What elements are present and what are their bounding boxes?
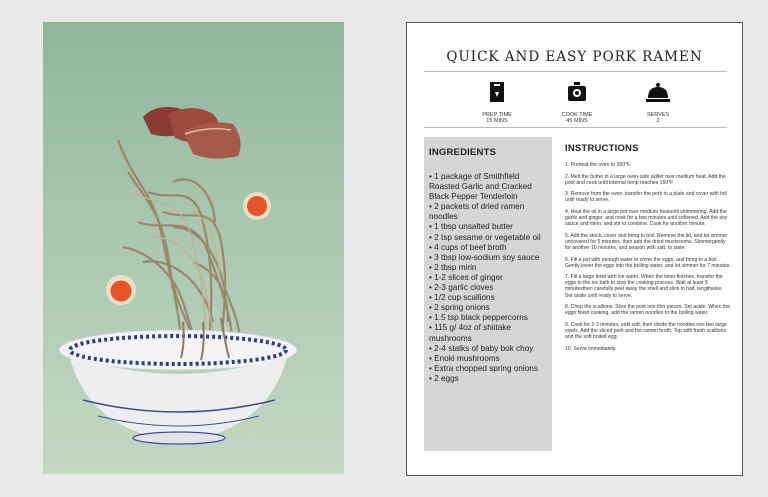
ingredient-item: • Enoki mushrooms <box>429 353 500 363</box>
ingredient-item: • 2 spring onions <box>429 303 490 313</box>
ingredients-list <box>429 172 547 384</box>
cook-time <box>547 81 607 124</box>
ingredient-item: • 2 eggs <box>429 373 459 383</box>
instruction-step: 8. Chop the scallions. Slice the pork into thin pieces. Set aside. When the eggs finish cooking, add the ramen noodles to the boiling water. <box>565 304 731 317</box>
ramen-bowl-image <box>43 22 344 474</box>
ingredient-item: • 1/2 cup scallions <box>429 293 495 303</box>
instruction-step: 7. Fill a large bowl with ice water. When the timer finishes, transfer the eggs to the ice bath to stop the cooking process. Wait at least 5 minutesthen carefully peel away the shell and slice in half, lengthwise. Set aside until ready to serve. <box>565 274 723 299</box>
instruction-step: 5. Add the stock, cover and bring to boil. Remove the lid, and let simmer uncovered for 5 minutes, then add the dried mushrooms. Simmergently for another 10 minutes, and season with salt, to taste. <box>565 232 728 251</box>
instruction-step: 2. Melt the butter in a large oven-safe skillet over medium heat. Add the pork and cook until internal temp reaches 160°F <box>565 173 726 186</box>
ingredient-item: • 1-2 slices of ginger <box>429 272 503 282</box>
ingredients-heading: INGREDIENTS <box>429 147 497 158</box>
pork-slices <box>143 107 241 159</box>
recipe-card <box>406 22 743 476</box>
ingredient-item: • 1 package of Smithfield Roasted Garlic and Cracked Black Pepper Tenderloin <box>429 172 532 202</box>
ingredient-item: • 1 tbsp unsalted butter <box>429 222 513 232</box>
instructions-list <box>565 162 731 352</box>
instruction-step: 10. Serve immediately. <box>565 345 617 352</box>
recipe-title: QUICK AND EASY PORK RAMEN <box>446 49 703 65</box>
timer-icon <box>488 81 506 103</box>
pot-icon <box>565 81 589 103</box>
ingredient-item: • 2-3 garlic cloves <box>429 283 494 293</box>
instruction-step: 6. Fill a pot with enough water to cover the eggs, and bring to a boil. Gently lower the eggs into the boiling water, and let simmer for 7 minutes. <box>565 256 731 269</box>
ingredient-item: • 3 tbsp low-sodium soy sauce <box>429 252 540 262</box>
prep-time <box>467 81 527 124</box>
ingredient-item: • 4 cups of beef broth <box>429 242 507 252</box>
ramen-illustration <box>43 22 344 474</box>
ingredient-item: • 115 g/ 4oz of shiitake mushrooms <box>429 323 511 343</box>
ingredient-item: • 2 packets of dried ramen noodles <box>429 202 525 222</box>
title-divider <box>424 71 727 72</box>
cook-time-value: 45 MINS <box>566 118 588 124</box>
instructions-panel <box>565 143 731 357</box>
instruction-step: 1. Preheat the oven to 350°F. <box>565 162 632 168</box>
serves <box>628 81 688 124</box>
ingredients-panel <box>424 137 552 451</box>
instruction-step: 3. Remove from the oven, transfer the pork to a plate and cover with foil until ready to serve. <box>565 191 727 204</box>
instruction-step: 9. Cook for 2-3 minutes, until soft, then divide the noodles into two large vowls. Add the sliced pork and the ramen broth. Top with fresh scallions and the soft boiled egg. <box>565 321 727 340</box>
ingredient-item: • 2 tsp sesame or vegetable oil <box>429 232 541 242</box>
prep-time-value: 15 MINS <box>486 118 508 124</box>
cloche-icon <box>645 81 671 103</box>
ingredient-item: • 2-4 stalks of baby bok choy <box>429 343 534 353</box>
instruction-step: 4. Heat the oil in a large pot over medium heatuntil shimmering. Add the garlic and ginger, and cook for a few minutes until softened. Add the soy sauce and mirin, and stir to combine. Cook for another minute. <box>565 208 728 228</box>
serves-value: 2 <box>656 118 660 124</box>
cook-time-label: COOK TIME <box>561 112 593 118</box>
prep-time-label: PREP TIME <box>482 112 512 118</box>
stats-divider <box>424 127 727 128</box>
serves-label: SERVES <box>646 112 670 118</box>
ingredient-item: • Extra chopped spring onions <box>429 363 538 373</box>
instructions-heading: INSTRUCTIONS <box>565 143 639 154</box>
ingredient-item: • 1.5 tsp black peppercorns <box>429 313 528 323</box>
ingredient-item: • 2 tbsp mirin <box>429 262 477 272</box>
